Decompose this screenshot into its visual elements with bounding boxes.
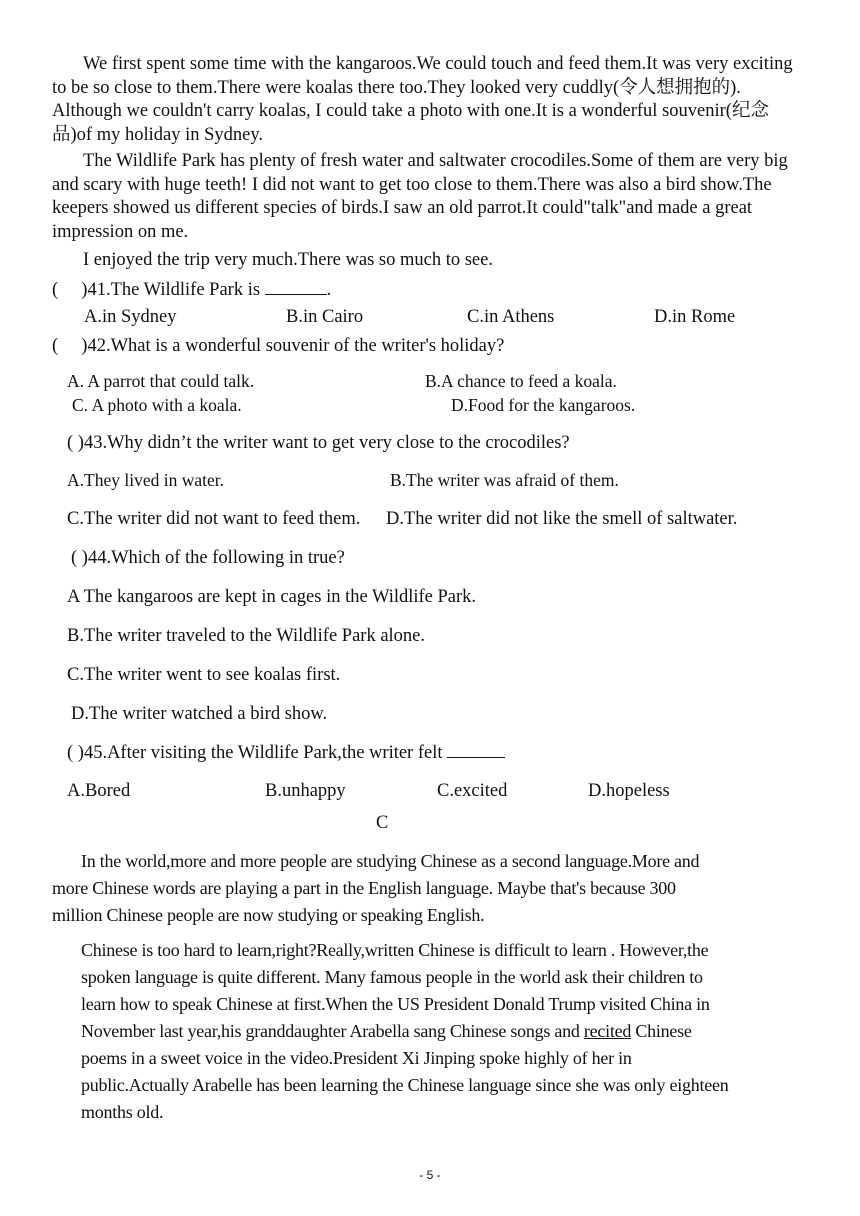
- question-45: [67, 741, 505, 766]
- q42-option-d[interactable]: D.Food for the kangaroos.: [451, 395, 636, 415]
- q43-option-c[interactable]: C.The writer did not want to feed them.: [67, 509, 361, 529]
- paragraph-text: The Wildlife Park has plenty of fresh water and saltwater crocodiles.Some of them are very big and scary with huge teeth! I did not want to get too close to them.There was also a bird show.The keepers showed us different species of birds.I saw an old parrot.It could"talk"and made a great impression on me.: [52, 151, 788, 242]
- passage-c-line: poems in a sweet voice in the video.President Xi Jinping spoke highly of her in: [81, 1048, 632, 1068]
- passage-c-line: public.Actually Arabelle has been learning the Chinese language since she was only eighteen: [81, 1075, 729, 1095]
- q43-option-d[interactable]: D.The writer did not like the smell of saltwater.: [386, 509, 738, 529]
- answer-paren[interactable]: ( ): [52, 336, 88, 356]
- q41-option-c[interactable]: C.in Athens: [467, 307, 555, 327]
- line-text: Chinese: [631, 1021, 692, 1041]
- passage-c-line: In the world,more and more people are studying Chinese as a second language.More and: [81, 851, 700, 871]
- passage-b-paragraph-3: [52, 249, 802, 273]
- question-42: [52, 335, 504, 359]
- q44-option-c[interactable]: C.The writer went to see koalas first.: [67, 665, 341, 685]
- q42-option-a[interactable]: A. A parrot that could talk.: [67, 371, 255, 391]
- passage-c-line: spoken language is quite different. Many famous people in the world ask their children to: [81, 967, 703, 987]
- section-heading-c: C: [376, 813, 389, 833]
- q44-option-b[interactable]: B.The writer traveled to the Wildlife Park alone.: [67, 626, 426, 646]
- passage-c-line: learn how to speak Chinese at first.When the US President Donald Trump visited China in: [81, 994, 710, 1014]
- question-end: .: [326, 280, 332, 300]
- passage-c-line: months old.: [81, 1102, 164, 1122]
- q43-option-a[interactable]: A.They lived in water.: [67, 470, 224, 490]
- question-44: ( )44.Which of the following in true?: [71, 548, 345, 568]
- question-stem: ( )45.After visiting the Wildlife Park,the writer felt: [67, 743, 443, 763]
- question-stem: 42.What is a wonderful souvenir of the writer's holiday?: [87, 336, 505, 356]
- q45-option-a[interactable]: A.Bored: [67, 781, 131, 801]
- answer-blank[interactable]: [265, 278, 327, 295]
- passage-c-line: [81, 1018, 692, 1046]
- answer-blank[interactable]: [447, 741, 505, 758]
- q42-option-b[interactable]: B.A chance to feed a koala.: [425, 371, 617, 391]
- underlined-word-recited: recited: [583, 1021, 632, 1041]
- passage-c-line: million Chinese people are now studying or speaking English.: [52, 905, 485, 925]
- passage-b-paragraph-2: [52, 150, 802, 244]
- q41-option-a[interactable]: A.in Sydney: [84, 307, 177, 327]
- passage-b-paragraph-1: [52, 53, 802, 147]
- q44-option-a[interactable]: A The kangaroos are kept in cages in the Wildlife Park.: [67, 587, 477, 607]
- passage-c-line: more Chinese words are playing a part in the English language. Maybe that's because 300: [52, 878, 676, 898]
- q45-option-d[interactable]: D.hopeless: [588, 781, 670, 801]
- q42-option-c[interactable]: C. A photo with a koala.: [72, 395, 242, 415]
- paragraph-text: I enjoyed the trip very much.There was so much to see.: [83, 250, 493, 270]
- q43-option-b[interactable]: B.The writer was afraid of them.: [390, 470, 619, 490]
- page-number: - 5 -: [419, 1168, 441, 1182]
- paragraph-text: We first spent some time with the kangaroos.We could touch and feed them.It was very exciting to be so close to them.There were koalas there too.They looked very cuddly(令人想拥抱的). Although we couldn't carry koalas, I could take a photo with one.It is a wonderful souvenir(纪念品)of my holiday in Sydney.: [52, 54, 793, 145]
- question-41: [52, 278, 331, 303]
- q45-option-c[interactable]: C.excited: [437, 781, 508, 801]
- question-43: ( )43.Why didn’t the writer want to get very close to the crocodiles?: [67, 433, 570, 453]
- q44-option-d[interactable]: D.The writer watched a bird show.: [71, 704, 328, 724]
- passage-c-line: Chinese is too hard to learn,right?Really,written Chinese is difficult to learn . However,the: [81, 940, 709, 960]
- line-text: November last year,his granddaughter Arabella sang Chinese songs and: [81, 1021, 580, 1041]
- q41-option-b[interactable]: B.in Cairo: [286, 307, 364, 327]
- q41-option-d[interactable]: D.in Rome: [654, 307, 736, 327]
- question-stem: 41.The Wildlife Park is: [87, 280, 261, 300]
- answer-paren[interactable]: ( ): [52, 280, 88, 300]
- q45-option-b[interactable]: B.unhappy: [265, 781, 346, 801]
